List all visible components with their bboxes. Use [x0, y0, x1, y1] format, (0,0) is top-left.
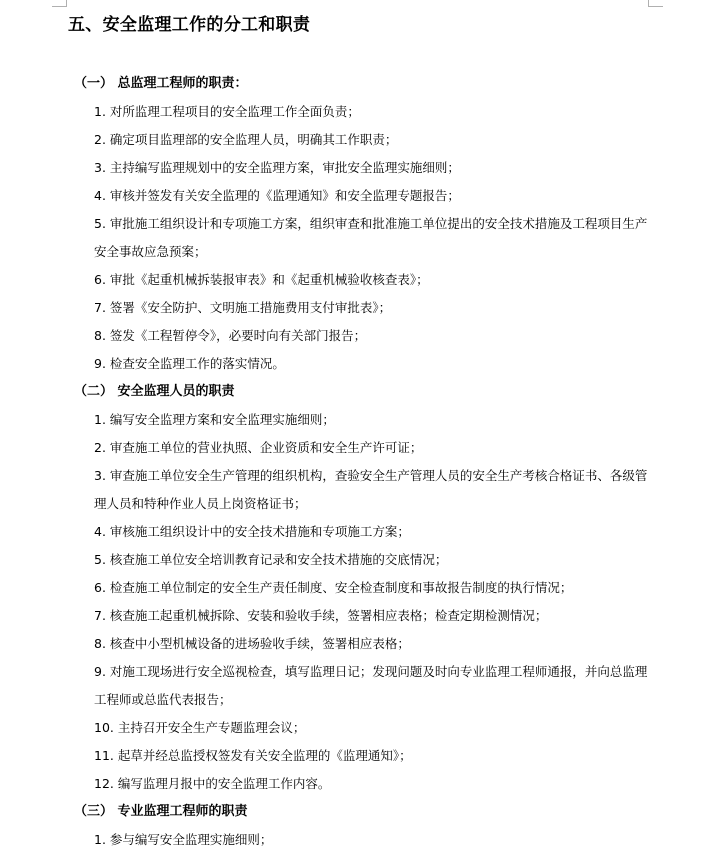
page-corner-mark-right [648, 0, 663, 7]
list-item: 12. 编写监理月报中的安全监理工作内容。 [94, 776, 331, 791]
document-title: 五、安全监理工作的分工和职责 [68, 15, 311, 35]
list-item: 7. 核查施工起重机械拆除、安装和验收手续，签署相应表格；检查定期检测情况； [94, 608, 548, 623]
list-item: 5. 审批施工组织设计和专项施工方案，组织审查和批准施工单位提出的安全技术措施及工程项目生产安全事故应急预案； [94, 216, 648, 259]
list-item: 6. 检查施工单位制定的安全生产责任制度、安全检查制度和事故报告制度的执行情况； [94, 580, 573, 595]
list-item: 9. 检查安全监理工作的落实情况。 [94, 356, 285, 371]
list-item: 11. 起草并经总监授权签发有关安全监理的《监理通知》； [94, 748, 412, 763]
list-item: 4. 审核施工组织设计中的安全技术措施和专项施工方案； [94, 524, 410, 539]
list-item: 2. 审查施工单位的营业执照、企业资质和安全生产许可证； [94, 440, 423, 455]
list-item: 10. 主持召开安全生产专题监理会议； [94, 720, 306, 735]
section-heading-safety-staff: （二） 安全监理人员的职责 [74, 384, 235, 399]
list-item: 2. 确定项目监理部的安全监理人员，明确其工作职责； [94, 132, 398, 147]
list-item: 3. 主持编写监理规划中的安全监理方案，审批安全监理实施细则； [94, 160, 460, 175]
list-item: 7. 签署《安全防护、文明施工措施费用支付审批表》； [94, 300, 392, 315]
section-heading-chief-engineer: （一） 总监理工程师的职责： [74, 76, 248, 91]
list-item: 8. 核查中小型机械设备的进场验收手续，签署相应表格； [94, 636, 410, 651]
section-heading-specialist-engineer: （三） 专业监理工程师的职责 [74, 804, 248, 819]
page-corner-mark-left [52, 0, 67, 7]
list-item: 6. 审批《起重机械拆装报审表》和《起重机械验收核查表》； [94, 272, 429, 287]
list-item: 3. 审查施工单位安全生产管理的组织机构，查验安全生产管理人员的安全生产考核合格证书、各级管理人员和特种作业人员上岗资格证书； [94, 468, 648, 511]
document-body [68, 70, 658, 854]
list-item: 1. 对所监理工程项目的安全监理工作全面负责； [94, 104, 360, 119]
list-item: 8. 签发《工程暂停令》，必要时向有关部门报告； [94, 328, 367, 343]
list-item: 1. 参与编写安全监理实施细则； [94, 832, 273, 847]
list-item: 4. 审核并签发有关安全监理的《监理通知》和安全监理专题报告； [94, 188, 460, 203]
list-item: 1. 编写安全监理方案和安全监理实施细则； [94, 412, 335, 427]
list-item: 5. 核查施工单位安全培训教育记录和安全技术措施的交底情况； [94, 552, 448, 567]
list-item: 9. 对施工现场进行安全巡视检查，填写监理日记；发现问题及时向专业监理工程师通报，并向总监理工程师或总监代表报告； [94, 664, 648, 707]
